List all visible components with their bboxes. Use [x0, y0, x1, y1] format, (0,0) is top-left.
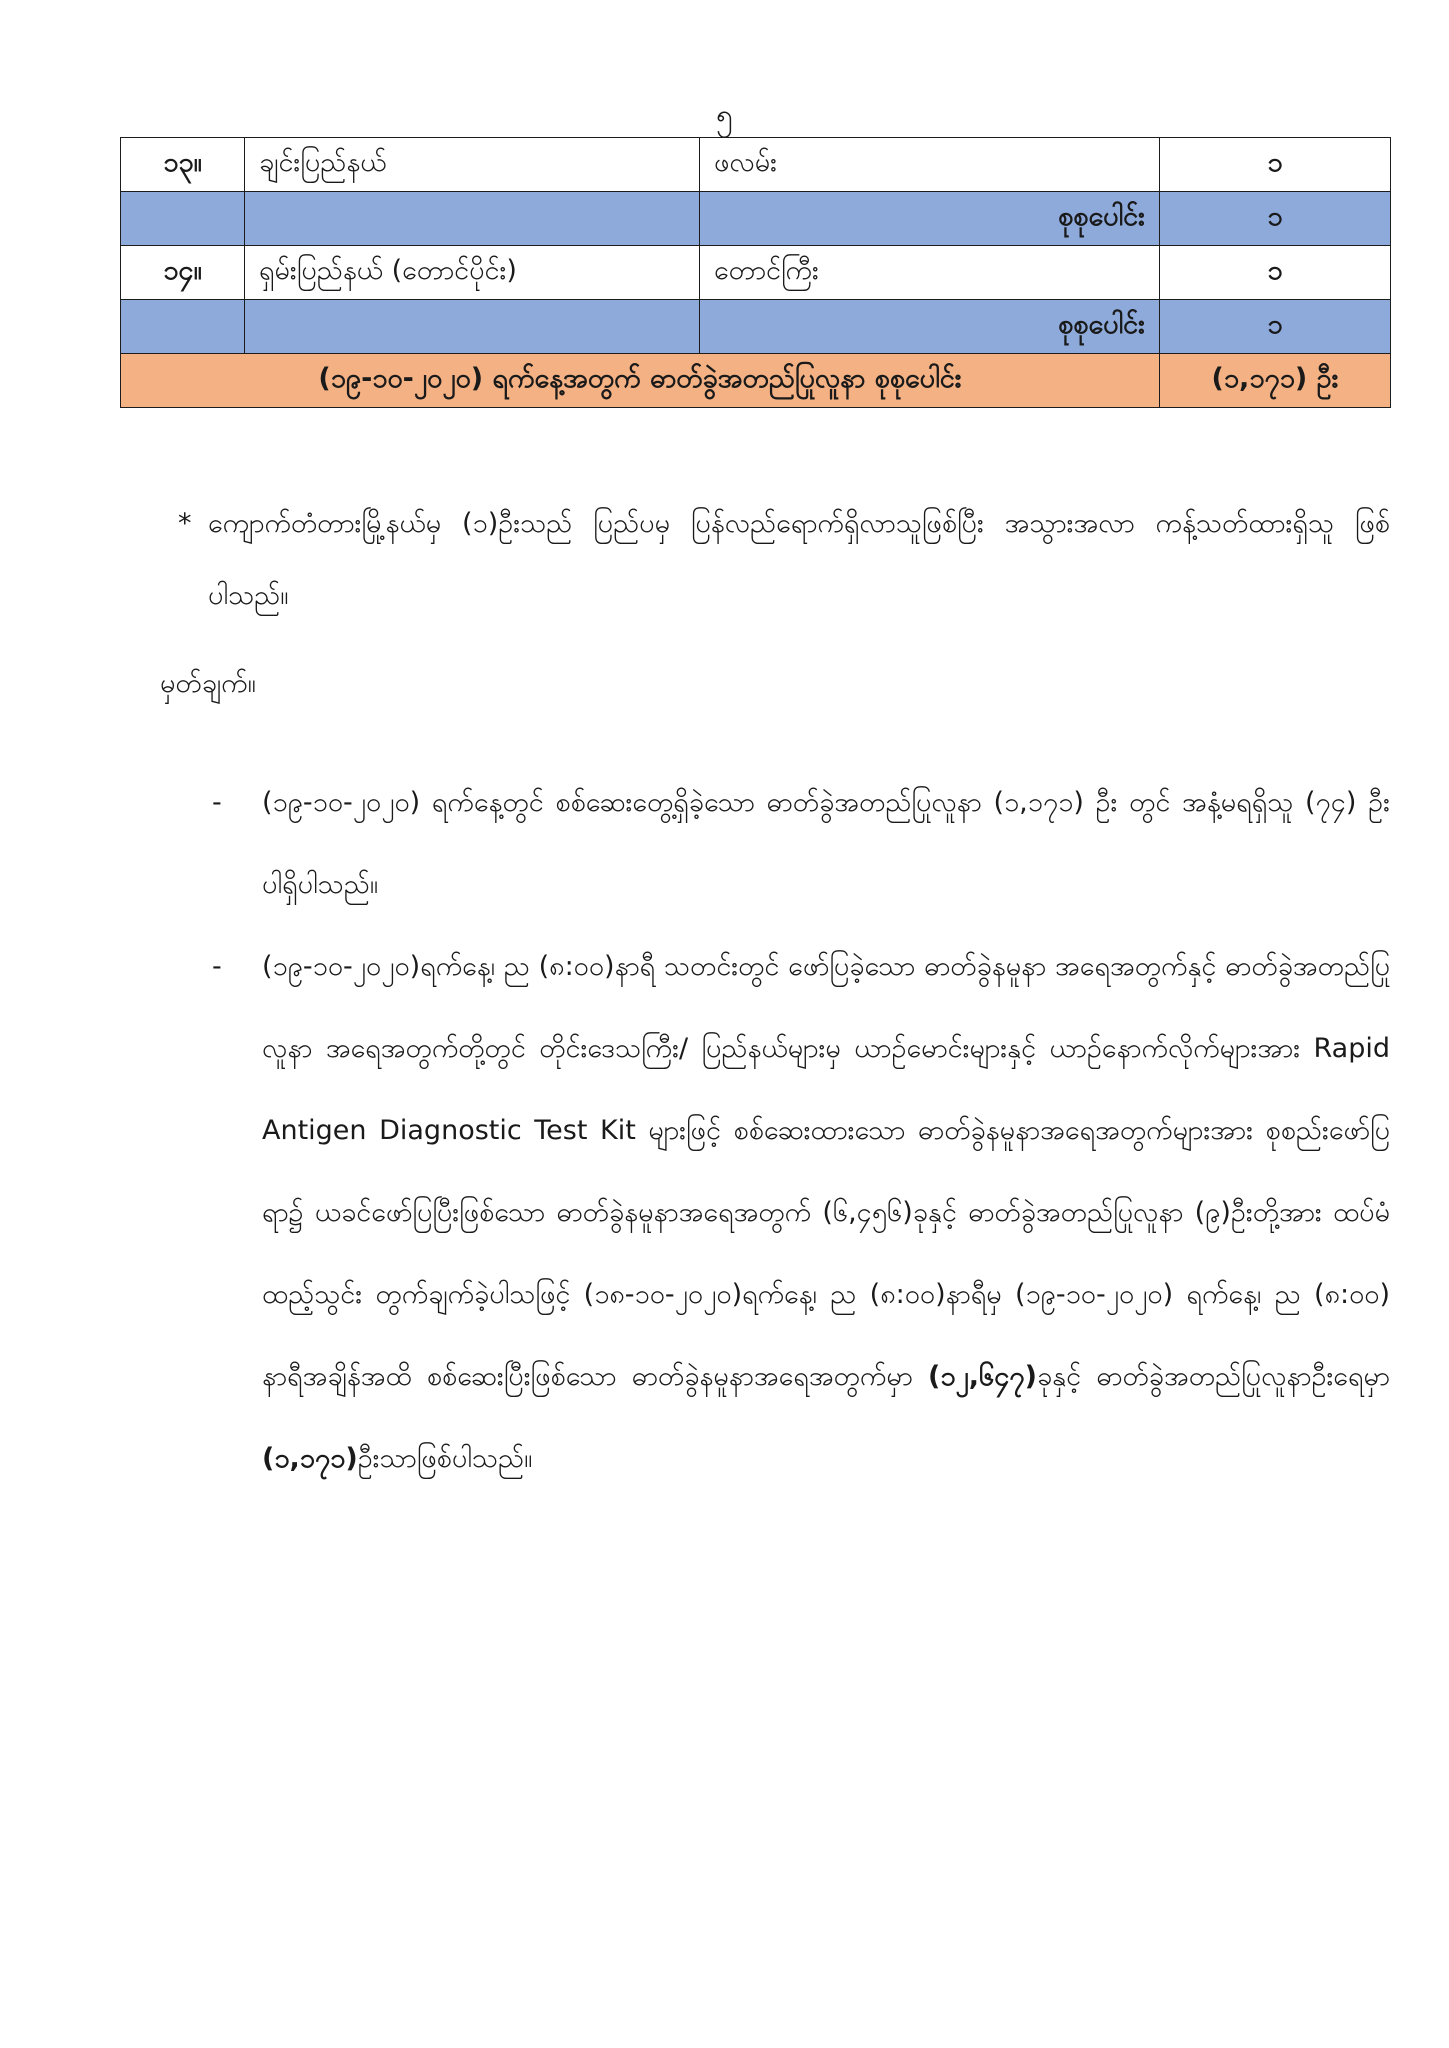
- empty-cell: [121, 300, 245, 354]
- empty-cell: [245, 300, 700, 354]
- subtotal-label: စုစုပေါင်း: [700, 300, 1160, 354]
- subtotal-row: [121, 192, 1391, 246]
- confirmed-count: (၁,၁၇၁): [262, 1443, 358, 1474]
- count-cell: ၁: [1160, 246, 1391, 300]
- state-cell: ချင်းပြည်နယ်: [245, 138, 700, 192]
- table-row: [121, 138, 1391, 192]
- notes-list: [212, 762, 1390, 1500]
- cases-table: [120, 137, 1391, 408]
- township-cell: ဖလမ်း: [700, 138, 1160, 192]
- note-text: ခုနှင့် ဓာတ်ခွဲအတည်ပြုလူနာဦးရေမှာ: [1036, 1361, 1390, 1392]
- row-number: ၁၃။: [121, 138, 245, 192]
- empty-cell: [245, 192, 700, 246]
- grand-total-count: (၁,၁၇၁) ဦး: [1160, 354, 1391, 408]
- empty-cell: [121, 192, 245, 246]
- subtotal-count: ၁: [1160, 192, 1391, 246]
- grand-total-label: (၁၉-၁၀-၂၀၂၀) ရက်နေ့အတွက် ဓာတ်ခွဲအတည်ပြုလူနာ စုစုပေါင်း: [121, 354, 1160, 408]
- township-cell: တောင်ကြီး: [700, 246, 1160, 300]
- list-marker: -: [212, 787, 222, 818]
- state-cell: ရှမ်းပြည်နယ် (တောင်ပိုင်း): [245, 246, 700, 300]
- row-number: ၁၄။: [121, 246, 245, 300]
- note-text: (၁၉-၁၀-၂၀၂၀)ရက်နေ့၊ ည (၈:၀၀)နာရီ သတင်းတွင် ဖော်ပြခဲ့သော ဓာတ်ခွဲနမူနာ အရေအတွက်နှင့် ဓာတ်ခွဲအတည်ပြုလူနာ အရေအတွက်တို့တွင် တိုင်းဒေသကြီး/ ပြည်နယ်များမှ ယာဉ်မောင်းများနှင့် ယာဉ်နောက်လိုက်များအား Rapid Antigen Diagnostic Test Kit များဖြင့် စစ်ဆေးထားသော ဓာတ်ခွဲနမူနာအရေအတွက်များအား စုစည်းဖော်ပြရာ၌ ယခင်ဖော်ပြပြီးဖြစ်သော ဓာတ်ခွဲနမူနာအရေအတွက် (၆,၄၅၆)ခုနှင့် ဓာတ်ခွဲအတည်ပြုလူနာ (၉)ဦးတို့အား ထပ်မံ ထည့်သွင်း တွက်ချက်ခဲ့ပါသဖြင့် (၁၈-၁၀-၂၀၂၀)ရက်နေ့၊ ည (၈:၀၀)နာရီမှ (၁၉-၁၀-၂၀၂၀) ရက်နေ့၊ ည (၈:၀၀) နာရီအချိန်အထိ စစ်ဆေးပြီးဖြစ်သော ဓာတ်ခွဲနမူနာအရေအတွက်မှာ: [262, 951, 1390, 1392]
- sample-count: (၁၂,၆၄၇): [928, 1361, 1037, 1392]
- table-row: [121, 246, 1391, 300]
- footnote-marker: *: [178, 508, 192, 539]
- subtotal-label: စုစုပေါင်း: [700, 192, 1160, 246]
- list-item: [212, 762, 1390, 926]
- grand-total-row: [121, 354, 1391, 408]
- list-marker: -: [212, 951, 222, 982]
- count-cell: ၁: [1160, 138, 1391, 192]
- subtotal-row: [121, 300, 1391, 354]
- list-item: [212, 926, 1390, 1500]
- page-number: ၅: [716, 98, 733, 133]
- notes-heading: မှတ်ချက်။: [160, 668, 256, 699]
- note-text: (၁၉-၁၀-၂၀၂၀) ရက်နေ့တွင် စစ်ဆေးတွေ့ရှိခဲ့သော ဓာတ်ခွဲအတည်ပြုလူနာ (၁,၁၇၁) ဦး တွင် အနံ့မရရှိသူ (၇၄) ဦး ပါရှိပါသည်။: [262, 787, 1390, 900]
- subtotal-count: ၁: [1160, 300, 1391, 354]
- note-text: ဦးသာဖြစ်ပါသည်။: [357, 1443, 533, 1474]
- footnote-text: ကျောက်တံတားမြို့နယ်မှ (၁)ဦးသည် ပြည်ပမှ ပြန်လည်ရောက်ရှိလာသူဖြစ်ပြီး အသွားအလာ ကန့်သတ်ထားရှိသူ ဖြစ်ပါသည်။: [208, 508, 1390, 611]
- footnote: [178, 488, 1390, 632]
